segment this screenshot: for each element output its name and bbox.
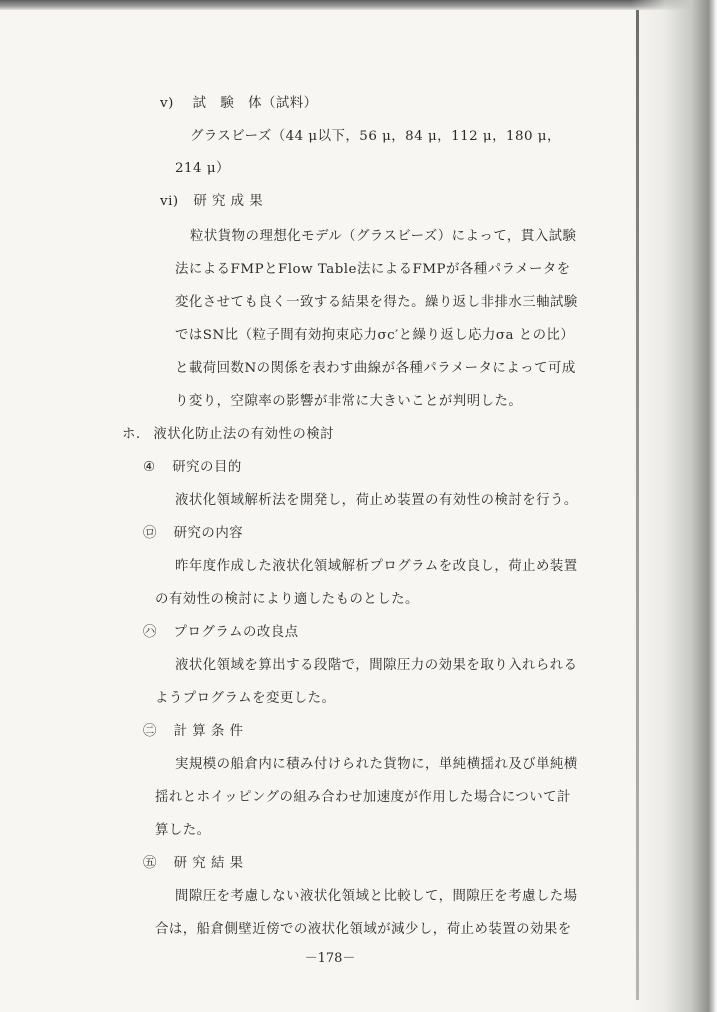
section-heading-text: 液状化防止法の有効性の検討 <box>153 427 334 442</box>
subheading-text: 研究の目的 <box>172 460 242 475</box>
circled-marker: ㊄ <box>143 856 157 871</box>
circled-marker: ㋺ <box>143 526 157 541</box>
book-spine-shadow <box>631 0 717 1012</box>
heading-text: 研 究 成 果 <box>193 194 264 209</box>
subheading-text: 研究の内容 <box>173 526 244 541</box>
page-number: －178－ <box>304 951 356 966</box>
subheading-text: 研 究 結 果 <box>173 856 244 871</box>
scan-top-edge <box>0 0 717 10</box>
subheading-ro <box>143 525 243 543</box>
body-line: グラスビーズ（44 μ以下，56 μ，84 μ，112 μ，180 μ， <box>190 129 561 144</box>
item-marker: vi) <box>160 194 179 209</box>
book-gutter-line <box>636 10 639 1000</box>
body-line: 法によるFMPとFlow Table法によるFMPが各種パラメータを <box>175 262 571 277</box>
subheading-ho <box>143 855 244 873</box>
body-line: の有効性の検討により適したものとした。 <box>155 592 419 607</box>
body-line: 粒状貨物の理想化モデル（グラスビーズ）によって，貫入試験 <box>190 229 577 244</box>
body-line: 214 μ） <box>175 161 230 176</box>
heading-v <box>160 95 318 113</box>
heading-vi <box>160 193 263 211</box>
body-line: 昨年度作成した液状化領域解析プログラムを改良し，荷止め装置 <box>175 559 578 574</box>
circled-marker: ㊁ <box>143 724 157 739</box>
subheading-text: プログラムの改良点 <box>173 625 299 640</box>
body-line: 液状化領域解析法を開発し，荷止め装置の有効性の検討を行う。 <box>175 493 578 508</box>
section-heading-ho <box>122 426 334 444</box>
heading-text: 試 験 体（試料） <box>192 96 318 111</box>
body-line: ではSN比（粒子間有効拘束応力σc′と繰り返し応力σa との比） <box>175 328 575 343</box>
body-line: と載荷回数Nの関係を表わす曲線が各種パラメータによって可成 <box>175 361 576 376</box>
body-line: 変化させても良く一致する結果を得た。繰り返し非排水三軸試験 <box>175 295 578 310</box>
body-line: 揺れとホイッピングの組み合わせ加速度が作用した場合について計 <box>155 790 571 805</box>
body-line: り変り，空隙率の影響が非常に大きいことが判明した。 <box>175 394 523 409</box>
body-line: 間隙圧を考慮しない液状化領域と比較して，間隙圧を考慮した場 <box>175 889 578 904</box>
subheading-ha <box>143 624 299 642</box>
body-line: 算した。 <box>155 823 211 838</box>
subheading-text: 計 算 条 件 <box>173 724 244 739</box>
circled-marker: ④ <box>143 460 156 475</box>
body-line: 実規模の船倉内に積み付けられた貨物に，単純横揺れ及び単純横 <box>175 757 578 772</box>
item-marker: v) <box>160 96 174 111</box>
circled-marker: ㋩ <box>143 625 157 640</box>
subheading-ni <box>143 723 244 741</box>
subheading-i <box>143 459 242 477</box>
body-line: 合は，船倉側壁近傍での液状化領域が減少し，荷止め装置の効果を <box>155 922 572 937</box>
section-marker: ホ. <box>122 427 141 442</box>
body-line: 液状化領域を算出する段階で，間隙圧力の効果を取り入れられる <box>175 658 578 673</box>
body-line: ようプログラムを変更した。 <box>155 691 336 706</box>
